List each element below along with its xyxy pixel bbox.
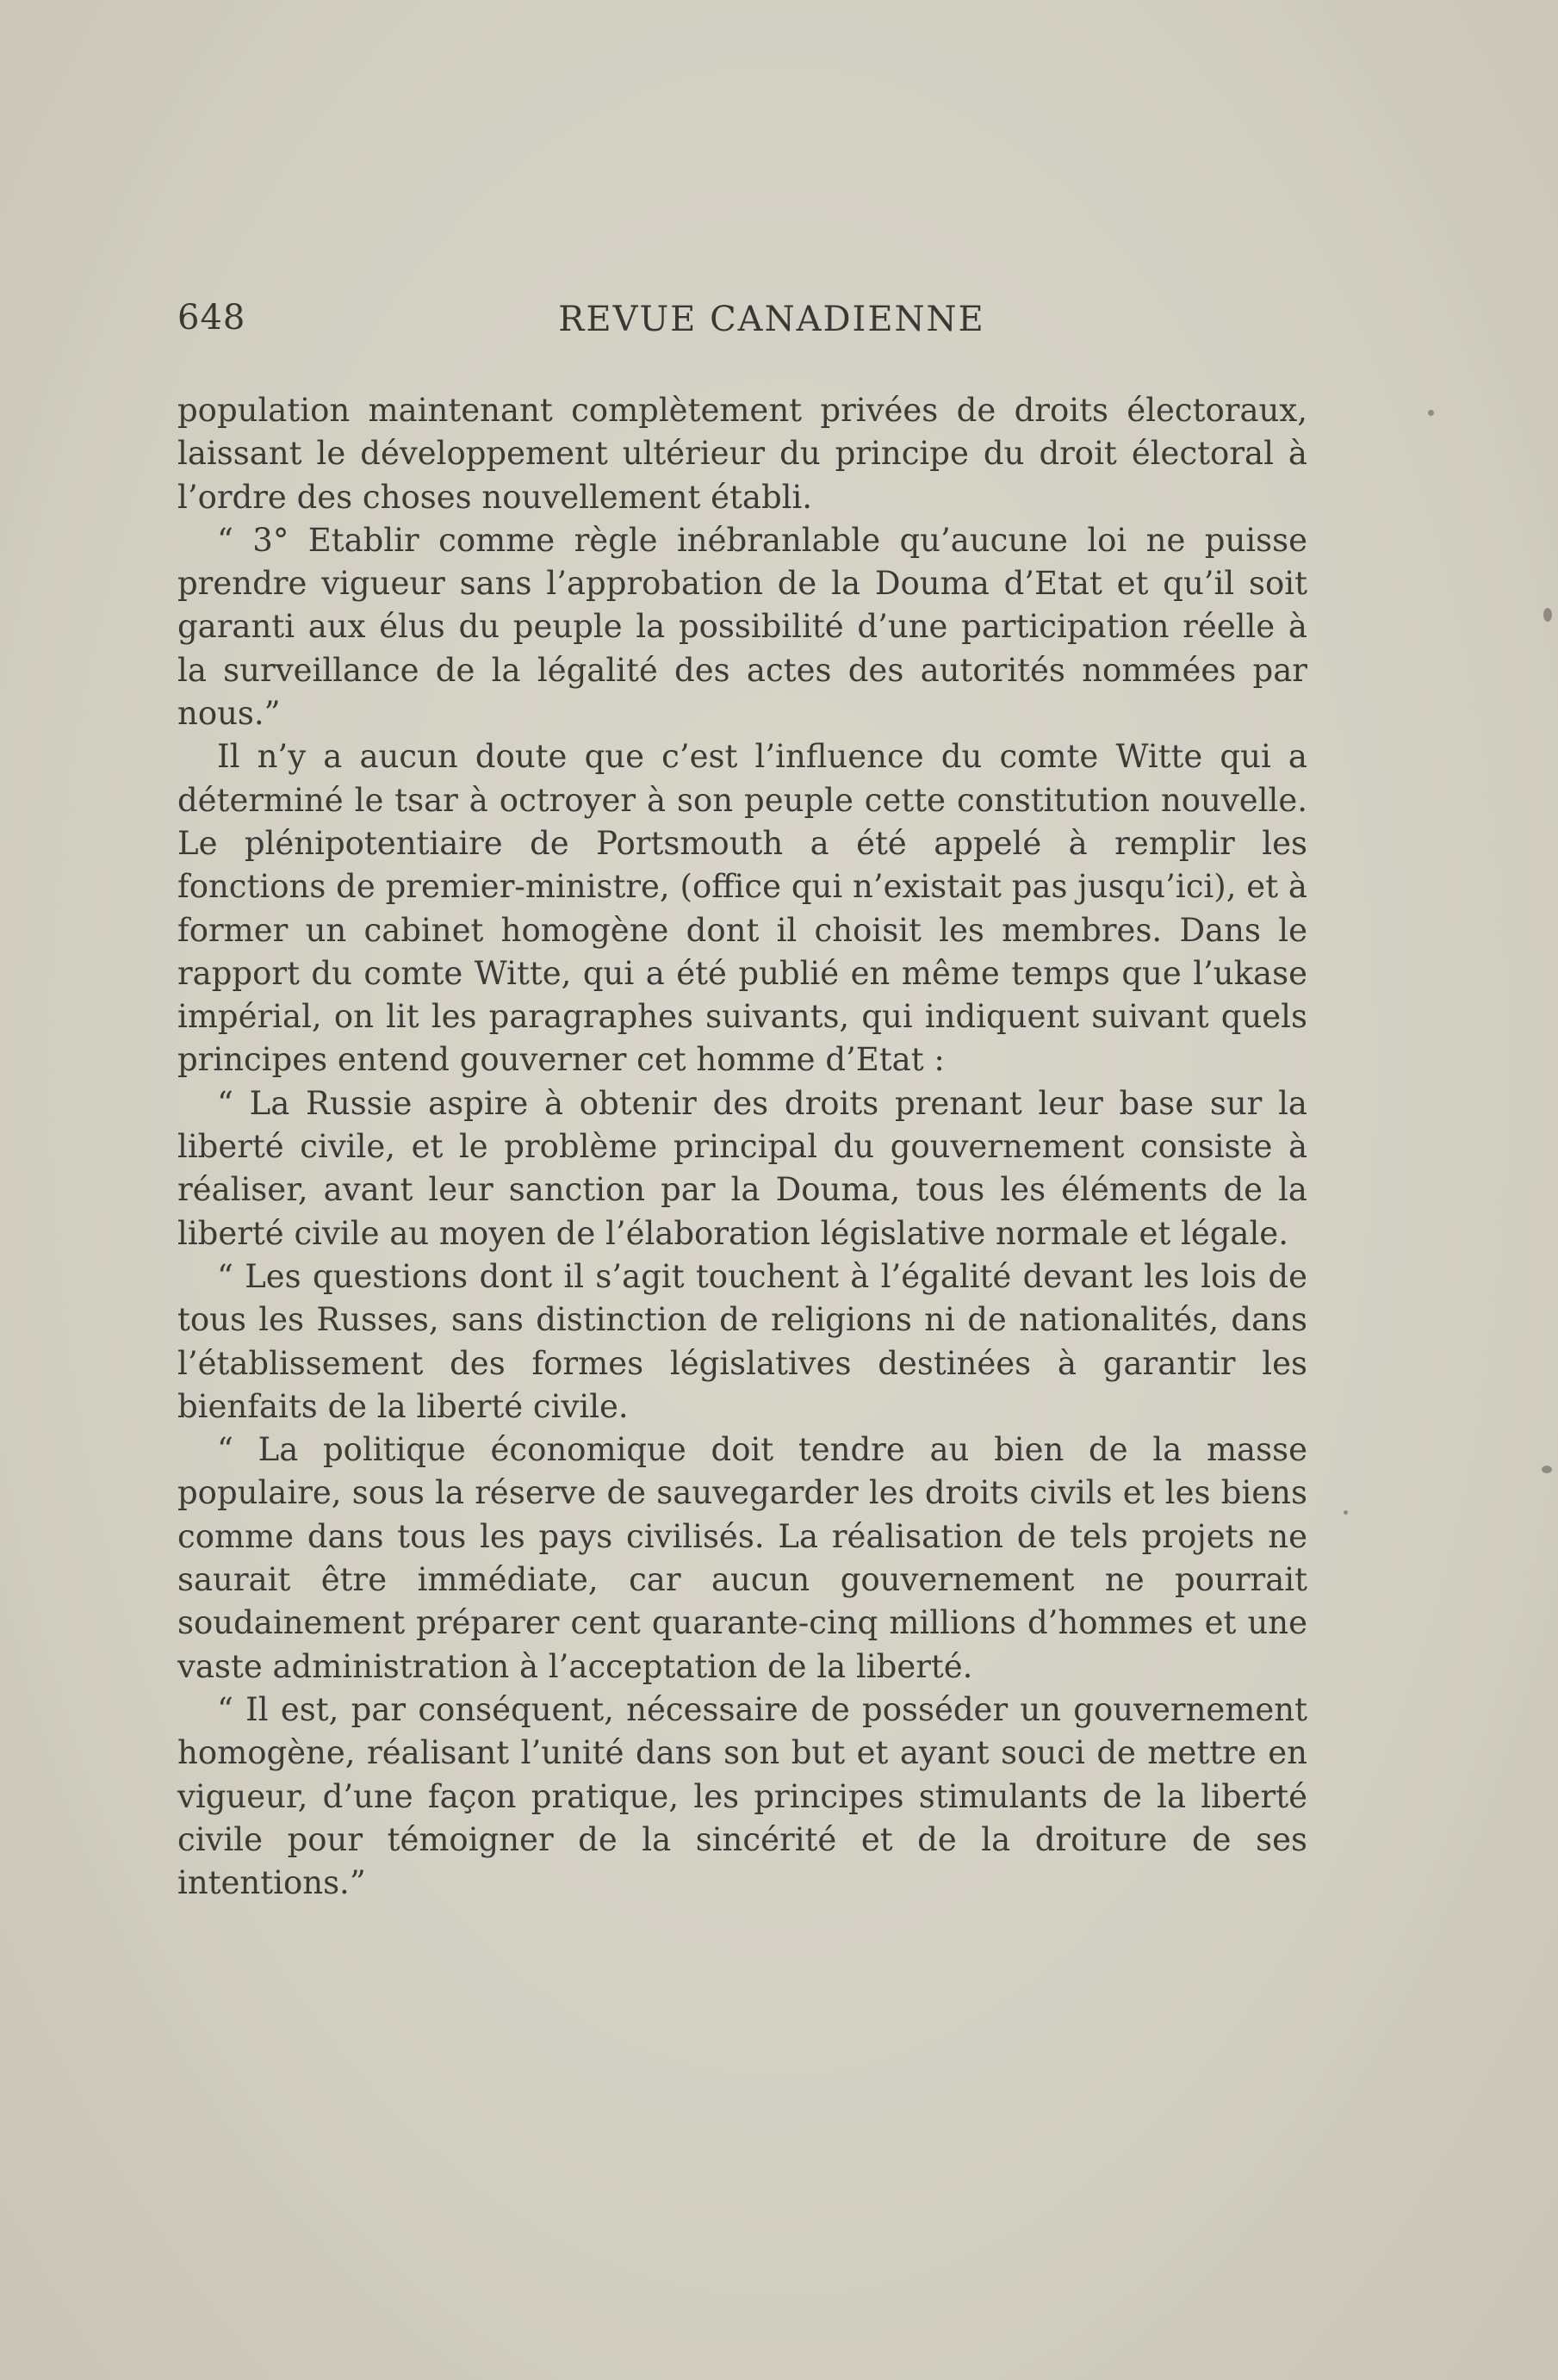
paragraph: “ Les questions dont il s’agit touchent à l’égalité devant les lois de tous les Russes, sans distinction de religions ni de nationalités, dans l’établissement des formes législatives destinées à garantir les bienfaits de la liberté civile. [177,1257,1307,1425]
paragraph: “ La politique économique doit tendre au bien de la masse populaire, sous la réserve de sauvegarder les droits civils et les biens comme dans tous les pays civilisés. La réalisation de tels projets ne saurait être immédiate, car aucun gouvernement ne pourrait soudainement préparer cent quarante-cinq millions d’hommes et une vaste administration à l’acceptation de la liberté. [177,1431,1307,1685]
scan-speck [1344,1510,1348,1515]
scan-speck [1543,608,1552,622]
paragraph: Il n’y a aucun doute que c’est l’influence du comte Witte qui a déterminé le tsar à octroyer à son peuple cette constitution nouvelle. Le plénipotentiaire de Portsmouth a été appelé à remplir les fonctions de premier-ministre, (office qui n’existait pas jusqu’ici), et à former un cabinet homogène dont il choisit les membres. Dans le rapport du comte Witte, qui a été publié en même temps que l’ukase impérial, on lit les paragraphes suivants, qui indiquent suivant quels principes entend gouverner cet homme d’Etat : [177,738,1307,1079]
scan-speck [1428,410,1434,416]
page-number: 648 [177,298,246,338]
paragraph: population maintenant complètement privées de droits électoraux, laissant le développement ultérieur du principe du droit électoral à l’ordre des choses nouvellement établi. [177,392,1307,516]
scan-speck [1542,1466,1552,1473]
running-title: REVUE CANADIENNE [558,300,985,339]
paragraph: “ 3° Etablir comme règle inébranlable qu’aucune loi ne puisse prendre vigueur sans l’approbation de la Douma d’Etat et qu’il soit garanti aux élus du peuple la possibilité d’une participation réelle à la surveillance de la légalité des actes des autorités nommées par nous.” [177,521,1307,733]
paragraph: “ Il est, par conséquent, nécessaire de posséder un gouvernement homogène, réalisant l’unité dans son but et ayant souci de mettre en vigueur, d’une façon pratique, les principes stimulants de la liberté civile pour témoigner de la sincérité et de la droiture de ses intentions.” [177,1690,1307,1902]
page-header [177,298,1314,358]
paragraph: “ La Russie aspire à obtenir des droits prenant leur base sur la liberté civile, et le problème principal du gouvernement consiste à réaliser, avant leur sanction par la Douma, tous les éléments de la liberté civile au moyen de l’élaboration législative normale et légale. [177,1084,1307,1252]
body-text [177,389,1307,1905]
